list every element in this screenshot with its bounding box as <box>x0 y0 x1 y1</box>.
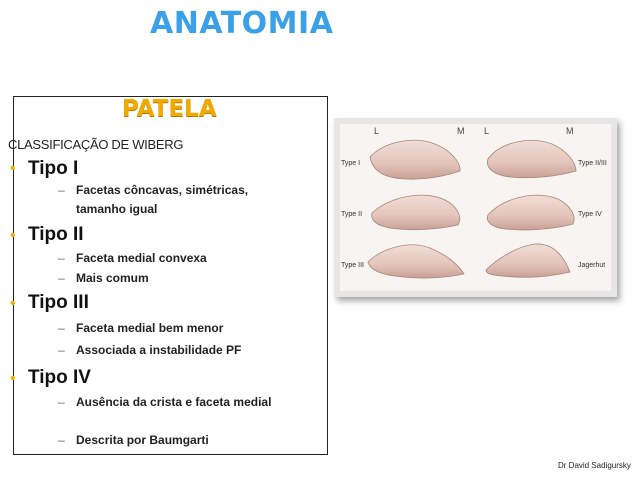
bullet-icon: • <box>10 295 16 312</box>
figure-header: M <box>566 126 574 136</box>
patella-jagerhut-shape <box>486 244 570 277</box>
bullet-icon: • <box>10 227 16 244</box>
classification-label: CLASSIFICAÇÃO DE WIBERG <box>8 137 184 152</box>
type-item: Mais comum <box>76 271 149 285</box>
section-title: PATELA <box>122 96 217 122</box>
bullet-icon: • <box>10 370 16 387</box>
patella-type-iv-shape <box>487 195 574 230</box>
patella-type-ii-shape <box>372 195 460 230</box>
figure-label: Type II/III <box>578 160 607 167</box>
dash-icon: – <box>58 251 65 265</box>
type-heading: Tipo III <box>28 292 89 313</box>
type-heading: Tipo I <box>28 158 79 179</box>
dash-icon: – <box>58 433 65 447</box>
type-item: Associada a instabilidade PF <box>76 343 242 357</box>
patella-type-i-shape <box>370 140 460 179</box>
figure-label: Jagerhut <box>578 262 606 269</box>
patella-type-ii-iii-shape <box>487 140 576 177</box>
figure-label: Type III <box>341 262 364 269</box>
dash-icon: – <box>58 271 65 285</box>
figure-label: Type I <box>341 160 361 167</box>
type-item: Faceta medial bem menor <box>76 321 224 335</box>
bullet-icon: • <box>10 160 16 177</box>
type-item: Facetas côncavas, simétricas, tamanho igual <box>76 183 249 216</box>
figure-label: Type IV <box>578 211 602 218</box>
figure-header: L <box>484 126 490 136</box>
patella-shapes-icon <box>340 124 611 291</box>
figure-header: L <box>374 126 380 136</box>
dash-icon: – <box>58 321 65 335</box>
type-heading: Tipo II <box>28 224 84 245</box>
type-item: Descrita por Baumgarti <box>76 433 209 447</box>
dash-icon: – <box>58 343 65 357</box>
page-title: ANATOMIA <box>150 6 334 41</box>
dash-icon: – <box>58 395 65 409</box>
type-item: Ausência da crista e faceta medial <box>76 395 272 409</box>
dash-icon: – <box>58 183 65 197</box>
author-credit: Dr David Sadigursky <box>558 461 631 470</box>
type-heading: Tipo IV <box>28 367 91 388</box>
figure-header: M <box>457 126 465 136</box>
figure-label: Type II <box>341 211 363 218</box>
type-item: Faceta medial convexa <box>76 251 207 265</box>
patella-type-iii-shape <box>368 245 464 278</box>
